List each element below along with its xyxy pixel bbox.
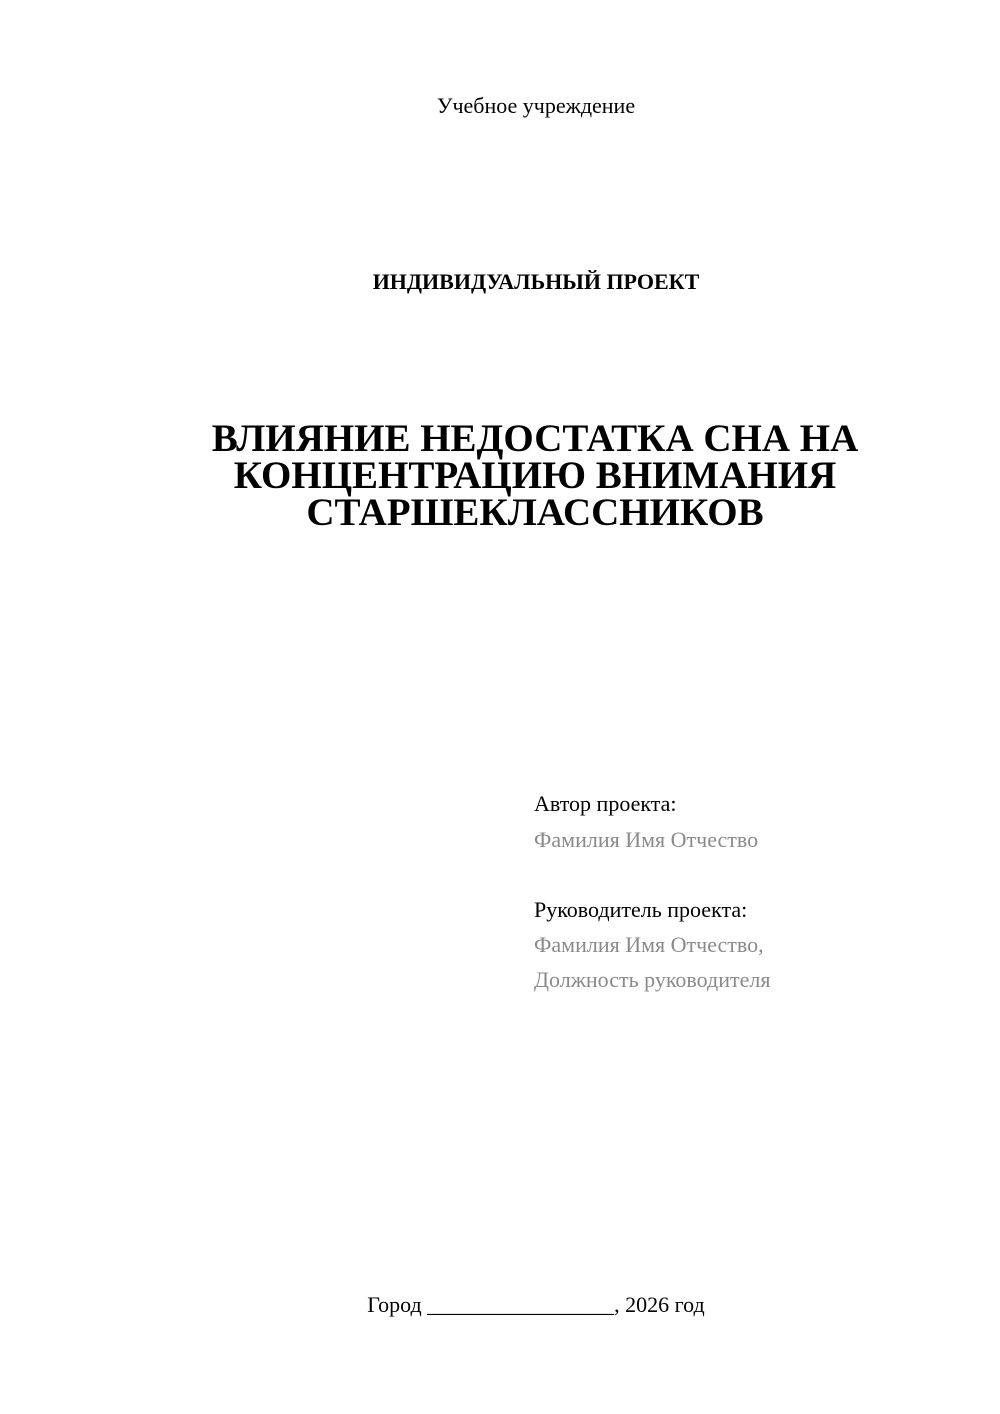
city-year-line: Город _________________, 2026 год [367, 1292, 705, 1317]
author-name-placeholder: Фамилия Имя Отчество [534, 827, 759, 852]
supervisor-label: Руководитель проекта: [534, 897, 748, 922]
author-label: Автор проекта: [534, 791, 677, 816]
project-title [170, 417, 900, 534]
institution-name: Учебное учреждение [436, 93, 636, 118]
supervisor-name-placeholder: Фамилия Имя Отчество, [534, 932, 764, 957]
project-title-line: КОНЦЕНТРАЦИЮ ВНИМАНИЯ [233, 454, 837, 497]
project-title-line: ВЛИЯНИЕ НЕДОСТАТКА СНА НА [211, 417, 859, 460]
project-title-line: СТАРШЕКЛАССНИКОВ [306, 491, 764, 534]
document-type: ИНДИВИДУАЛЬНЫЙ ПРОЕКТ [372, 269, 700, 294]
supervisor-position-placeholder: Должность руководителя [534, 967, 771, 992]
